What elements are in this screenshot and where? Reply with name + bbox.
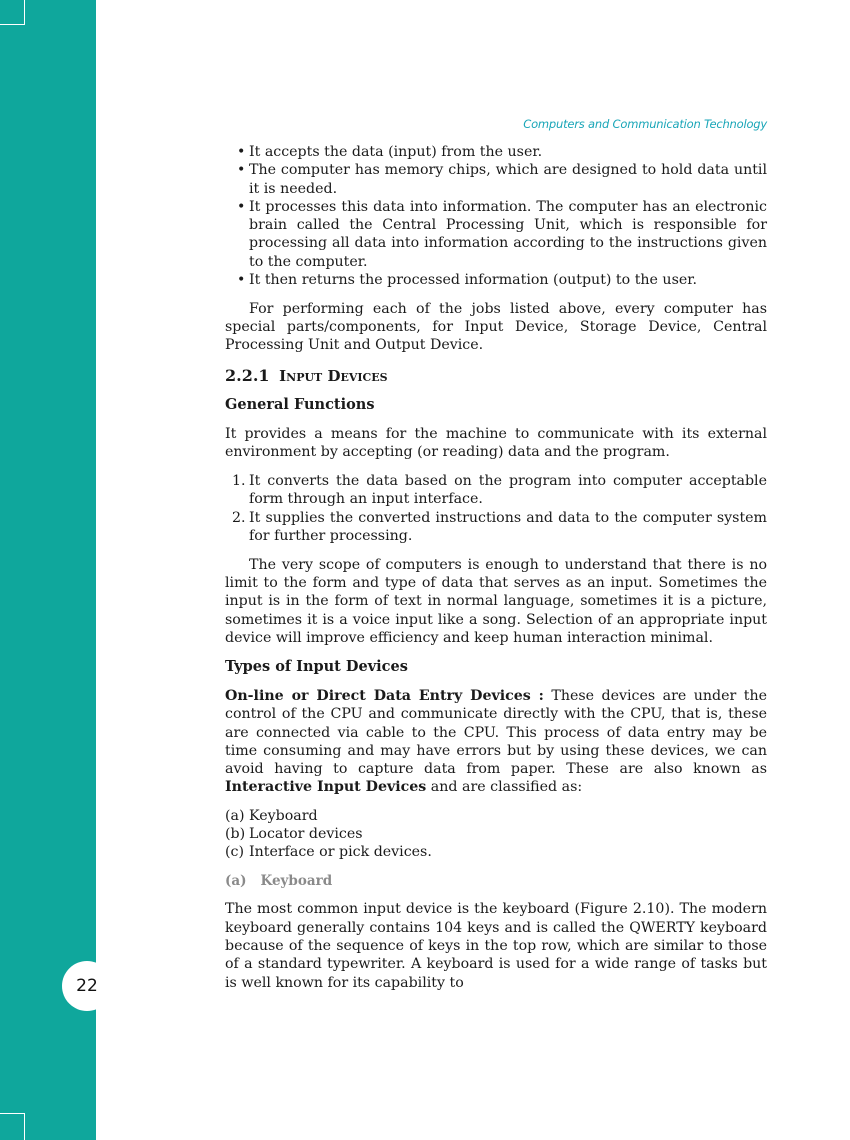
section-title: Input Devices	[279, 366, 388, 385]
online-text: These devices are under the control of the CPU and communicate directly with the CPU, that is, these are connected via cable to the CPU. This process of data entry may be time consuming and may have errors but by using these devices, we can avoid having to capture data from paper. These are also known as	[225, 687, 767, 778]
keyboard-label: (a)	[225, 872, 247, 889]
general-functions-intro: It provides a means for the machine to communicate with its external environment by accepting (or reading) data and the program.	[225, 425, 767, 461]
item-number: 2.	[232, 509, 246, 526]
paragraph-online-devices	[225, 687, 767, 797]
section-number: 2.2.1	[225, 365, 270, 385]
general-functions-heading: General Functions	[225, 396, 375, 414]
paragraph-keyboard: The most common input device is the keyboard (Figure 2.10). The modern keyboard generally contains 104 keys and is called the QWERTY keyboard because of the sequence of keys in the top row, which are similar to those of a standard typewriter. A keyboard is used for a wide range of tasks but is well known for its capability to	[225, 901, 767, 991]
bullet-item: • It accepts the data (input) from the user.	[237, 143, 767, 161]
bullet-item: • It processes this data into information. The computer has an electronic brain called the Central Processing Unit, which is responsible for processing all data into information according to the instructions given to the computer.	[237, 198, 767, 271]
bullet-item: • The computer has memory chips, which are designed to hold data until it is needed.	[237, 161, 767, 198]
keyboard-title: Keyboard	[260, 872, 333, 889]
paragraph-components: For performing each of the jobs listed above, every computer has special parts/components, for Input Device, Storage Device, Central Processing Unit and Output Device.	[225, 300, 767, 354]
main-content	[225, 143, 767, 992]
bullet-item: • It then returns the processed information (output) to the user.	[237, 271, 767, 289]
item-text: Keyboard	[249, 807, 318, 824]
crop-mark-bottom	[0, 1113, 25, 1140]
bullet-list	[225, 143, 767, 289]
types-heading: Types of Input Devices	[225, 658, 408, 676]
item-label: (c)	[225, 844, 245, 861]
item-number: 1.	[232, 472, 246, 489]
interactive-term: Interactive Input Devices	[225, 779, 427, 796]
online-term: On-line or Direct Data Entry Devices :	[225, 687, 544, 704]
running-header: Computers and Communication Technology	[523, 117, 767, 131]
page-number: 22	[62, 961, 112, 1011]
classification-item	[225, 807, 767, 825]
classification-list	[225, 807, 767, 862]
item-label: (a)	[225, 807, 245, 824]
paragraph-scope: The very scope of computers is enough to understand that there is no limit to the form and type of data that serves as an input. Sometimes the input is in the form of text in normal language, sometimes it is a picture, sometimes it is a voice input like a song. Selection of an appropriate input device will improve efficiency and keep human interaction minimal.	[225, 556, 767, 646]
item-text: It converts the data based on the program into computer acceptable form through an input interface.	[249, 472, 767, 508]
classification-item	[225, 843, 767, 861]
numbered-item	[232, 472, 767, 509]
item-text: Locator devices	[249, 826, 363, 842]
item-text: Interface or pick devices.	[249, 844, 432, 861]
keyboard-heading	[225, 872, 767, 890]
numbered-list	[225, 472, 767, 545]
item-text: It supplies the converted instructions and data to the computer system for further processing.	[249, 509, 767, 544]
item-label: (b)	[225, 826, 246, 842]
online-tail: and are classified as:	[426, 779, 583, 796]
classification-item	[225, 825, 767, 843]
numbered-item	[232, 509, 767, 546]
crop-mark-top	[0, 0, 25, 25]
section-heading	[225, 367, 767, 385]
